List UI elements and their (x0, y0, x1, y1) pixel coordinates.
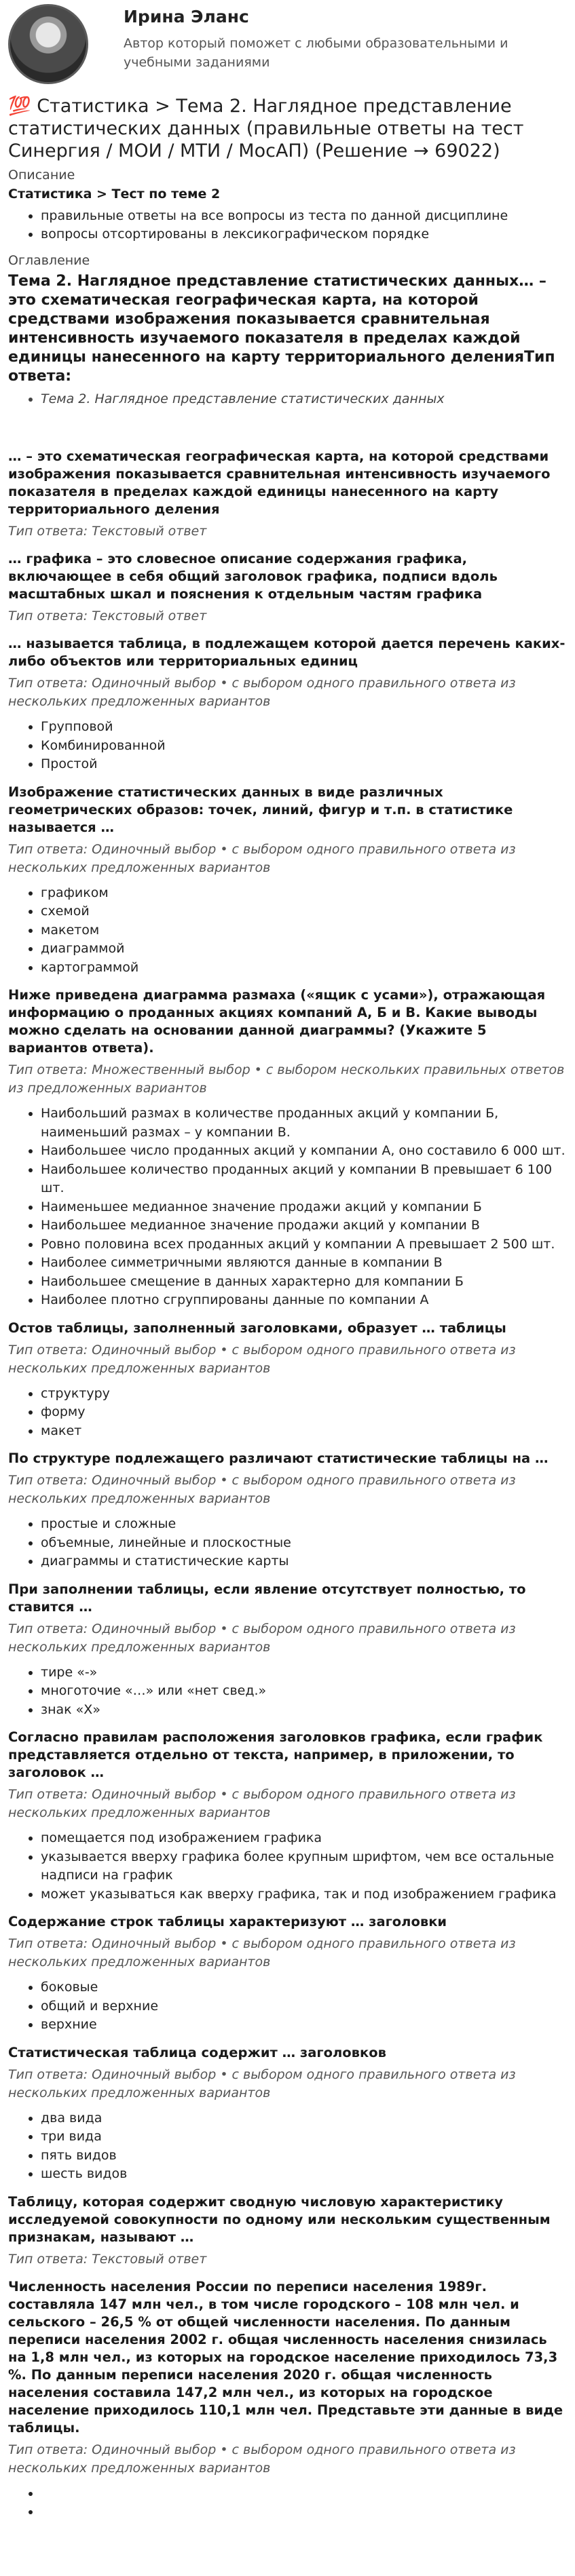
answer-type: Тип ответа: Текстовый ответ (8, 2251, 207, 2267)
question-block (8, 1581, 567, 1720)
answer-options (8, 1385, 567, 1441)
question-text: При заполнении таблицы, если явление отсутствует полностью, то ставится … (8, 1581, 526, 1615)
question-text: … – это схематическая географическая карта, на которой средствами изображения показывается сравнительная интенсивность изучаемого показателя в пределах каждой единицы нанесенного на карту территориального деления (8, 448, 551, 517)
description-list (8, 207, 567, 244)
answer-type: Тип ответа: Одиночный выбор • с выбором одного правильного ответа из нескольких предложенных вариантов (8, 2442, 516, 2476)
answer-option: • Наибольший размах в количестве проданных акций у компании Б, наименьший размах – у компании В. (41, 1104, 567, 1142)
question-text: Содержание строк таблицы характеризуют … заголовки (8, 1914, 447, 1929)
description-label: Описание (8, 168, 75, 182)
answer-option: • Наибольшее число проданных акций у компании А, оно составило 6 000 шт. (41, 1142, 567, 1161)
page-title: 💯 Статистика > Тема 2. Наглядное представление статистических данных (правильные ответы на тест Синергия / МОИ / МТИ / МосАП) (Решение → 69022) (8, 96, 524, 161)
answer-type: Тип ответа: Одиночный выбор • с выбором одного правильного ответа из нескольких предложенных вариантов (8, 1342, 516, 1376)
question-text: … называется таблица, в подлежащем которой дается перечень каких-либо объектов или территориальных единиц (8, 636, 565, 669)
answer-option: • форму (41, 1403, 567, 1422)
toc-list (8, 390, 567, 408)
answer-option: • пять видов (41, 2147, 567, 2166)
answer-option: • простые и сложные (41, 1515, 567, 1534)
answer-option: • Наиболее плотно сгруппированы данные по компании А (41, 1291, 567, 1310)
author-avatar[interactable] (8, 4, 88, 84)
answer-option: • Наиболее симметричными являются данные в компании В (41, 1254, 567, 1273)
answer-options (8, 1978, 567, 2035)
answer-option: • структуру (41, 1385, 567, 1404)
answer-options (8, 1829, 567, 1904)
answer-option: • указывается вверху графика более крупным шрифтом, чем все остальные надписи на график (41, 1848, 567, 1885)
question-block (8, 986, 567, 1310)
question-block (8, 1913, 567, 2035)
answer-option: • боковые (41, 1978, 567, 1997)
question-block (8, 2193, 567, 2269)
answer-type: Тип ответа: Одиночный выбор • с выбором одного правильного ответа из нескольких предложенных вариантов (8, 1787, 516, 1820)
answer-option: • многоточие «…» или «нет свед.» (41, 1682, 567, 1701)
question-block (8, 784, 567, 978)
answer-option: • шесть видов (41, 2165, 567, 2184)
answer-option: • Наибольшее смещение в данных характерно для компании Б (41, 1273, 567, 1292)
answer-option: • может указываться как вверху графика, так и под изображением графика (41, 1885, 567, 1904)
answer-option: • картограммой (41, 959, 567, 978)
question-text: Статистическая таблица содержит … заголовков (8, 2044, 386, 2060)
answer-options (8, 2109, 567, 2184)
author-description: Автор который поможет с любыми образовательными и учебными заданиями (124, 36, 508, 70)
question-text: … графика – это словесное описание содержания графика, включающее в себя общий заголовок графика, подписи вдоль масштабных шкал и пояснения к отдельным частям графика (8, 551, 498, 602)
question-block (8, 1320, 567, 1441)
question-text: Ниже приведена диаграмма размаха («ящик с усами»), отражающая информацию о проданных акциях компаний А, Б и В. Какие выводы можно сделать на основании данной диаграммы? (Укажите 5 вариантов ответа). (8, 987, 546, 1056)
answer-options (8, 1664, 567, 1720)
answer-option: • Комбинированной (41, 737, 567, 756)
question-block (8, 1729, 567, 1904)
list-item: • вопросы отсортированы в лексикографическом порядке (41, 225, 567, 244)
answer-type: Тип ответа: Текстовый ответ (8, 524, 207, 539)
question-block (8, 448, 567, 541)
answer-option (41, 2484, 567, 2503)
author-name[interactable]: Ирина Эланс (124, 7, 249, 26)
question-text: Остов таблицы, заполненный заголовками, образует … таблицы (8, 1320, 506, 1336)
author-info (124, 4, 531, 72)
toc-heading: Тема 2. Наглядное представление статистических данных… – это схематическая географическая карта, на которой средствами изображения показывается сравнительная интенсивность изучаемого показателя в пределах каждой единицы нанесенного на карту территориального деленияТип ответа: (8, 273, 555, 385)
question-block (8, 635, 567, 774)
answer-option: • Простой (41, 755, 567, 774)
question-text: Таблицу, которая содержит сводную числовую характеристику исследуемой совокупности по одному или нескольким существенным признакам, называют … (8, 2193, 551, 2245)
question-text: Согласно правилам расположения заголовков графика, если график представляется отдельно от текста, например, в приложении, то заголовок … (8, 1729, 543, 1780)
answer-option: • Ровно половина всех проданных акций у компании А превышает 2 500 шт. (41, 1235, 567, 1254)
answer-options (8, 2484, 567, 2522)
answer-option: • Наибольшее количество проданных акций у компании В превышает 6 100 шт. (41, 1161, 567, 1198)
question-text: По структуре подлежащего различают статистические таблицы на … (8, 1450, 549, 1466)
answer-option: • диаграммы и статистические карты (41, 1552, 567, 1571)
answer-option: • помещается под изображением графика (41, 1829, 567, 1848)
answer-option: • тире «-» (41, 1664, 567, 1683)
answer-type: Тип ответа: Одиночный выбор • с выбором одного правильного ответа из нескольких предложенных вариантов (8, 1473, 516, 1506)
answer-option: • диаграммой (41, 940, 567, 959)
answer-option: • макет (41, 1422, 567, 1441)
answer-type: Тип ответа: Текстовый ответ (8, 609, 207, 623)
answer-option: • макетом (41, 921, 567, 940)
answer-options (8, 718, 567, 774)
answer-options (8, 1104, 567, 1310)
answer-option: • графиком (41, 884, 567, 903)
answer-type: Тип ответа: Одиночный выбор • с выбором одного правильного ответа из нескольких предложенных вариантов (8, 841, 516, 875)
question-block (8, 550, 567, 626)
answer-option (41, 2503, 567, 2522)
answer-option: • объемные, линейные и плоскостные (41, 1534, 567, 1553)
answer-option: • знак «Х» (41, 1701, 567, 1720)
answer-type: Тип ответа: Одиночный выбор • с выбором одного правильного ответа из нескольких предложенных вариантов (8, 1936, 516, 1969)
toc-item[interactable]: • Тема 2. Наглядное представление статистических данных (41, 390, 567, 408)
answer-option: • Наибольшее медианное значение продажи акций у компании В (41, 1216, 567, 1235)
answer-option: • три вида (41, 2128, 567, 2147)
answer-option: • общий и верхние (41, 1997, 567, 2016)
answer-type: Тип ответа: Одиночный выбор • с выбором одного правильного ответа из нескольких предложенных вариантов (8, 1621, 516, 1655)
questions-list (8, 448, 567, 2522)
list-item: • правильные ответы на все вопросы из теста по данной дисциплине (41, 207, 567, 225)
answer-option: • два вида (41, 2109, 567, 2128)
answer-type: Тип ответа: Множественный выбор • с выбором нескольких правильных ответов из предложенных вариантов (8, 1062, 565, 1096)
toc-label: Оглавление (8, 253, 90, 268)
answer-option: • Групповой (41, 718, 567, 737)
question-text: Численность населения России по переписи населения 1989г. составляла 147 млн чел., в том числе городского – 108 млн чел. и сельского – 26,5 % от общей численности населения. По данным переписи населения 2002 г. общая численность населения снизилась на 1,8 млн чел., из которых на городское население приходилось 73,3 %. По данным переписи населения 2020 г. общая численность населения составила 147,2 млн чел., из которых на городское население приходилось 110,1 млн чел. Представьте эти данные в виде таблицы. (8, 2278, 563, 2436)
breadcrumb: Статистика > Тест по теме 2 (8, 187, 221, 201)
answer-options (8, 1515, 567, 1571)
answer-option: • Наименьшее медианное значение продажи акций у компании Б (41, 1198, 567, 1217)
question-block (8, 1450, 567, 1571)
question-block (8, 2278, 567, 2522)
answer-type: Тип ответа: Одиночный выбор • с выбором одного правильного ответа из нескольких предложенных вариантов (8, 676, 516, 709)
answer-options (8, 884, 567, 978)
answer-option: • верхние (41, 2016, 567, 2035)
question-text: Изображение статистических данных в виде различных геометрических образов: точек, линий, фигур и т.п. в статистике называется … (8, 784, 513, 835)
question-block (8, 2044, 567, 2184)
answer-option: • схемой (41, 902, 567, 921)
author-card (8, 4, 567, 92)
spacer (8, 408, 567, 438)
answer-type: Тип ответа: Одиночный выбор • с выбором одного правильного ответа из нескольких предложенных вариантов (8, 2066, 516, 2100)
